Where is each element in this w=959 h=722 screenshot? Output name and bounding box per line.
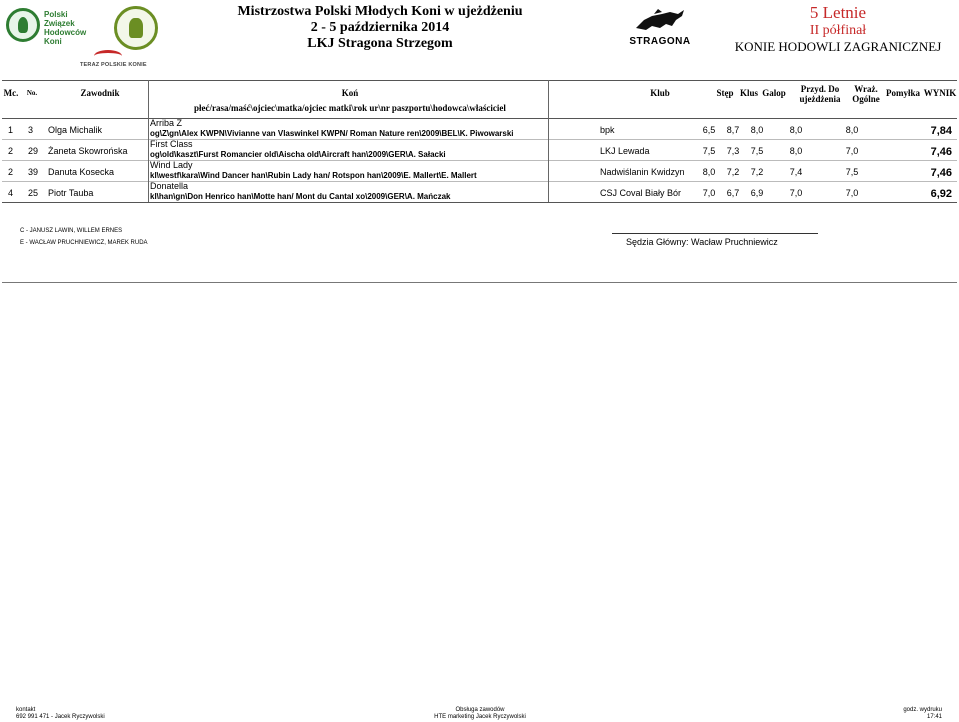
row-impression: 7,5 [845, 167, 859, 177]
row-trot: 8,7 [726, 125, 740, 135]
row-no: 25 [28, 188, 39, 198]
row-canter: 8,0 [750, 125, 764, 135]
row-club: Nadwiślanin Kwidzyn [600, 167, 685, 177]
row-rider: Żaneta Skowrońska [48, 146, 128, 156]
print-time-value: 17:41 [926, 714, 942, 720]
service-value: HTE marketing Jacek Ryczywolski [434, 714, 526, 720]
row-divider [2, 160, 957, 161]
row-impression: 8,0 [845, 125, 859, 135]
table-bottom-border [2, 202, 957, 203]
event-title-line1: Mistrzostwa Polski Młodych Koni w ujeżdżeniu [237, 4, 523, 19]
judges-c: C - JANUSZ LAWIN, WILLEM ERNES [20, 228, 123, 234]
header-bottom-border [2, 118, 957, 119]
row-horse-desc: og\Z\gn\Alex KWPN\Vivianne van Vlaswinkel KWPN/ Roman Nature ren\2009\BEL\K. Piwowarski [150, 129, 514, 138]
table-top-border [2, 80, 957, 81]
col-impression: Wraż. Ogólne [852, 84, 880, 104]
pzhk-emblem-icon [6, 8, 40, 42]
row-rider: Olga Michalik [48, 125, 103, 135]
col-result: WYNIK [923, 88, 957, 98]
tpk-logo-text: TERAZ POLSKIE KONIE [80, 62, 147, 68]
row-horse-desc: kl\westf\kara\Wind Dancer han\Rubin Lady han/ Rotspon han\2009\E. Mallert\E. Mallert [150, 171, 477, 180]
row-result: 6,92 [930, 188, 952, 200]
row-canter: 6,9 [750, 188, 764, 198]
row-canter: 7,2 [750, 167, 764, 177]
row-impression: 7,0 [845, 146, 859, 156]
signature-line [612, 233, 818, 234]
row-submission: 8,0 [789, 125, 803, 135]
col-error: Pomyłka [885, 88, 920, 98]
row-walk: 6,5 [702, 125, 716, 135]
row-horse: Arriba Z [150, 118, 183, 128]
row-rider: Piotr Tauba [48, 188, 94, 198]
col-place: Mc. [3, 88, 19, 98]
pzhk-logo-text: Polski Związek Hodowców Koni [44, 10, 87, 46]
row-place: 2 [8, 146, 14, 156]
row-walk: 7,5 [702, 146, 716, 156]
row-place: 1 [8, 125, 14, 135]
contact-label: kontakt [16, 707, 36, 713]
print-time-label: godz. wydruku [903, 707, 942, 713]
row-walk: 8,0 [702, 167, 716, 177]
col-divider [148, 80, 149, 202]
col-horse-sub: płeć/rasa/maść\ojciec\matka/ojciec matki\rok ur\nr paszportu\hodowca\właściciel [194, 103, 506, 113]
row-no: 29 [28, 146, 39, 156]
footer-border [2, 282, 957, 283]
row-club: bpk [600, 125, 615, 135]
event-date: 2 - 5 października 2014 [310, 20, 450, 35]
col-canter: Galop [762, 88, 786, 98]
row-result: 7,84 [930, 125, 952, 137]
judges-e: E - WACŁAW PRUCHNIEWICZ, MAREK RUDA [20, 240, 148, 246]
event-venue: LKJ Stragona Strzegom [307, 36, 453, 51]
col-walk: Stęp [716, 88, 734, 98]
teraz-polskie-konie-logo [80, 50, 147, 74]
event-title [210, 4, 550, 52]
col-trot: Klus [739, 88, 758, 98]
chief-judge: Sędzia Główny: Wacław Pruchniewicz [626, 237, 778, 247]
row-result: 7,46 [930, 167, 952, 179]
row-horse-desc: og\old\kaszt\Furst Romancier old\Aischa old\Aircraft han\2009\GER\A. Sałacki [150, 150, 446, 159]
class-category: KONIE HODOWLI ZAGRANICZNEJ [734, 39, 942, 54]
row-rider: Danuta Kosecka [48, 167, 115, 177]
stragona-logo [628, 6, 692, 48]
class-age: 5 Letnie [809, 3, 867, 22]
row-walk: 7,0 [702, 188, 716, 198]
row-no: 39 [28, 167, 39, 177]
row-submission: 7,4 [789, 167, 803, 177]
col-divider [548, 80, 549, 202]
row-no: 3 [28, 125, 34, 135]
row-submission: 7,0 [789, 188, 803, 198]
jumping-horse-icon [632, 8, 688, 34]
tpk-horse-icon [94, 50, 122, 62]
stragona-logo-text: STRAGONA [629, 36, 691, 47]
row-horse-desc: kl\han\gn\Don Henrico han\Motte han/ Mont du Cantal xo\2009\GER\A. Mańczak [150, 192, 451, 201]
col-no: No. [26, 89, 38, 97]
col-submission: Przyd. Do ujeżdżenia [799, 84, 841, 104]
col-horse: Koń [341, 88, 359, 98]
row-divider [2, 181, 957, 182]
row-horse: Wind Lady [150, 160, 193, 170]
col-club: Klub [650, 88, 670, 98]
class-round: II półfinał [809, 23, 867, 38]
row-canter: 7,5 [750, 146, 764, 156]
row-result: 7,46 [930, 146, 952, 158]
seal-logo-icon [114, 6, 158, 50]
row-trot: 7,2 [726, 167, 740, 177]
row-horse: First Class [150, 139, 193, 149]
contact-value: 692 991 471 - Jacek Ryczywolski [16, 714, 105, 720]
row-submission: 8,0 [789, 146, 803, 156]
service-label: Obsługa zawodów [455, 707, 505, 713]
row-club: CSJ Coval Biały Bór [600, 188, 682, 198]
col-rider: Zawodnik [80, 88, 120, 98]
row-trot: 7,3 [726, 146, 740, 156]
class-title [700, 4, 959, 55]
row-club: LKJ Lewada [600, 146, 650, 156]
row-divider [2, 139, 957, 140]
row-horse: Donatella [150, 181, 189, 191]
pzhk-logo [6, 4, 96, 44]
row-place: 4 [8, 188, 14, 198]
row-impression: 7,0 [845, 188, 859, 198]
row-place: 2 [8, 167, 14, 177]
row-trot: 6,7 [726, 188, 740, 198]
